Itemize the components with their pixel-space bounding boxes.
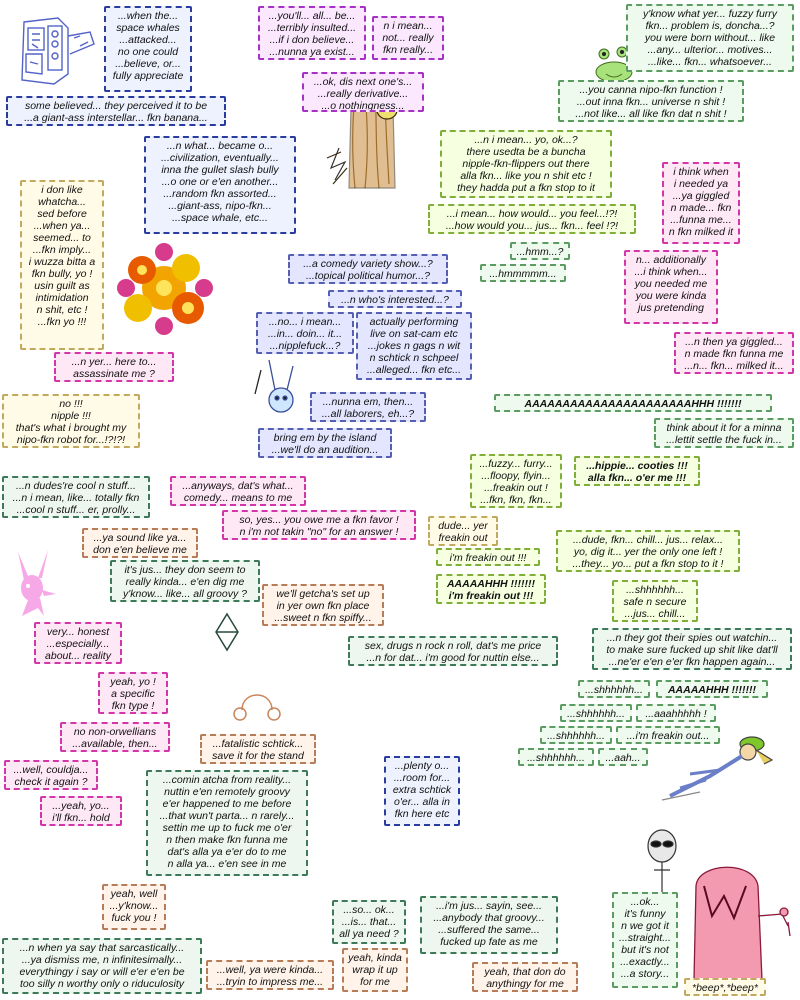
speech-bubble: ...plenty o... ...room for... extra schtick o'er... alla in fkn here etc bbox=[384, 756, 460, 826]
speech-bubble: ...hippie... cooties !!! alla fkn... o'er me !!! bbox=[574, 456, 700, 486]
speech-bubble: ...you canna nipo-fkn function ! ...out inna fkn... universe n shit ! ...not like... all like fkn dat n shit ! bbox=[558, 80, 744, 122]
speech-bubble: ...when the... space whales ...attacked... no one could ...believe, or... fully appreciate bbox=[104, 6, 192, 92]
speech-bubble: we'll getcha's set up in yer own fkn place ...sweet n fkn spiffy... bbox=[262, 584, 384, 626]
speech-bubble: no !!! nipple !!! that's what i brought my nipo-fkn robot for...!?!?! bbox=[2, 394, 140, 448]
speech-bubble: ...n yer... here to... assassinate me ? bbox=[54, 352, 174, 382]
grey-alien-drawing bbox=[640, 828, 684, 898]
speech-bubble: so, yes... you owe me a fkn favor ! n i'm not takin "no" for an answer ! bbox=[222, 510, 416, 540]
diamond-drawing bbox=[214, 612, 240, 652]
speech-bubble: ...n who's interested...? bbox=[328, 290, 462, 308]
speech-bubble: n i mean... not... really fkn really... bbox=[372, 16, 444, 60]
blue-creature-drawing bbox=[253, 350, 303, 416]
speech-bubble: ...n when ya say that sarcastically... ...ya dismiss me, n infinitesimally... everythingy i say or will e'er e'en be too silly n worthy only o riduculosity bbox=[2, 938, 202, 994]
speech-bubble: y'know what yer... fuzzy furry fkn... problem is, doncha...? you were born without... like ...any... ulterior... motives... ...like... fkn... whatsoever... bbox=[626, 4, 794, 72]
speech-bubble: some believed... they perceived it to be ...a giant-ass interstellar... fkn banana... bbox=[6, 96, 226, 126]
speech-bubble: ...hmm...? bbox=[510, 242, 570, 260]
speech-bubble: yeah, yo ! a specific fkn type ! bbox=[98, 672, 168, 714]
speech-bubble: bring em by the island ...we'll do an audition... bbox=[258, 428, 392, 458]
robot-drawing bbox=[18, 14, 100, 100]
speech-bubble: ...comin atcha from reality... nuttin e'en remotely groovy e'er happened to me before ...that wun't parta... n rarely... settin me up to fuck me o'er n then make fkn funna me dat's alla ya e'er do to me n alla ya... e'en see in me bbox=[146, 770, 308, 876]
speech-bubble: ...shhhhhh... bbox=[518, 748, 594, 766]
speech-bubble: ...shhhhhh... safe n secure ...jus... chill... bbox=[612, 580, 698, 622]
speech-bubble: n... additionally ...i think when... you needed me you were kinda jus pretending bbox=[624, 250, 718, 324]
speech-bubble: yeah, that don do anythingy for me bbox=[472, 962, 578, 992]
speech-bubble: ...aaahhhhh ! bbox=[636, 704, 716, 722]
speech-bubble: ...aah... bbox=[598, 748, 648, 766]
bunny-logo-drawing bbox=[8, 548, 58, 618]
speech-bubble: ...well, ya were kinda... ...tryin to impress me... bbox=[206, 960, 334, 990]
speech-bubble: ...n dudes're cool n stuff... ...n i mean, like... totally fkn ...cool n stuff... er, prolly... bbox=[2, 476, 150, 518]
speech-bubble: ...i mean... how would... you feel...!?! ...how would you... jus... fkn... feel !?! bbox=[428, 204, 636, 234]
speech-bubble: it's jus... they don seem to really kinda... e'en dig me y'know... like... all groovy ? bbox=[110, 560, 260, 602]
fractal-drawing bbox=[108, 240, 218, 336]
speech-bubble: sex, drugs n rock n roll, dat's me price ...n for dat... i'm good for nuttin else... bbox=[348, 636, 558, 666]
speech-bubble: ...shhhhhh... bbox=[560, 704, 632, 722]
speech-bubble: ...a comedy variety show...? ...topical political humor...? bbox=[288, 254, 448, 284]
speech-bubble: very... honest ...especially... about... reality bbox=[34, 622, 122, 664]
speech-bubble: i think when i needed ya ...ya giggled n made... fkn ...funna me... n fkn milked it bbox=[662, 162, 740, 244]
speech-bubble: ...nunna em, then... ...all laborers, eh...? bbox=[310, 392, 426, 422]
speech-bubble: ...n i mean... yo, ok...? there usedta be a buncha nipple-fkn-flippers out there alla fkn... like you n shit etc ! they hadda put a fkn stop to it bbox=[440, 130, 612, 198]
speech-bubble: i don like whatcha... sed before ...when ya... seemed... to ...fkn imply... i wuzza bitta a fkn bully, yo ! usin guilt as intimidation n shit, etc ! ...fkn yo !!! bbox=[20, 180, 104, 350]
speech-bubble: no non-orwellians ...available, then... bbox=[60, 722, 170, 752]
speech-bubble: ...n they got their spies out watchin... to make sure fucked up shit like dat'll ...ne'er e'en e'er fkn happen again... bbox=[592, 628, 792, 670]
speech-bubble: AAAAAHHH !!!!!!! i'm freakin out !!! bbox=[436, 574, 546, 604]
speech-bubble: ...well, couldja... check it again ? bbox=[4, 760, 98, 790]
speech-bubble: dude... yer freakin out bbox=[428, 516, 498, 546]
speech-bubble: *beep*,*beep* bbox=[684, 978, 766, 996]
speech-bubble: i'm freakin out !!! bbox=[436, 548, 540, 566]
speech-bubble: ...anyways, dat's what... comedy... means to me bbox=[170, 476, 306, 506]
speech-bubble: ...n then ya giggled... n made fkn funna me ...n... fkn... milked it... bbox=[674, 332, 794, 374]
speech-bubble: ...you'll... all... be... ...terribly insulted... ...if i don believe... ...nunna ya exist... bbox=[258, 6, 366, 60]
speech-bubble: ...i'm freakin out... bbox=[616, 726, 720, 744]
speech-bubble: actually performing live on sat-cam etc ...jokes n gags n wit n schtick n schpeel ...alleged... fkn etc... bbox=[356, 312, 472, 380]
speech-bubble: ...no... i mean... ...in... doin... it... ...nipplefuck...? bbox=[256, 312, 354, 354]
speech-bubble: AAAAAHHH !!!!!!! bbox=[656, 680, 768, 698]
speech-bubble: ...n what... became o... ...civilization, eventually... inna the gullet slash bully ...o one or e'en another... ...random fkn assorted... ...giant-ass, nipo-fkn... ...space whale, etc... bbox=[144, 136, 296, 234]
speech-bubble: ...dude, fkn... chill... jus... relax... yo, dig it... yer the only one left ! ...they... yo... put a fkn stop to it ! bbox=[556, 530, 740, 572]
speech-bubble: ...i'm jus... sayin, see... ...anybody that groovy... ...suffered the same... fucked up fate as me bbox=[420, 896, 558, 954]
speech-bubble: ...fuzzy... furry... ...floopy, flyin... ...freakin out ! ...fkn, fkn, fkn... bbox=[470, 454, 562, 508]
speech-bubble: ...ya sound like ya... don e'en believe me bbox=[82, 528, 198, 558]
speech-bubble: ...yeah, yo... i'll fkn... hold bbox=[40, 796, 122, 826]
speech-bubble: yeah, kinda wrap it up for me bbox=[342, 948, 408, 992]
speech-bubble: yeah, well ...y'know... fuck you ! bbox=[102, 884, 166, 930]
speech-bubble: think about it for a minna ...lettit settle the fuck in... bbox=[654, 418, 794, 448]
speech-bubble: ...shhhhhh... bbox=[578, 680, 650, 698]
headphones-drawing bbox=[230, 688, 284, 724]
speech-bubble: ...so... ok... ...is... that... all ya need ? bbox=[332, 900, 406, 944]
speech-bubble: ...ok... it's funny n we got it ...straight... but it's not ...exactly... ...a story... bbox=[612, 892, 678, 988]
speech-bubble: AAAAAAAAAAAAAAAAAAAAAAHHH !!!!!!! bbox=[494, 394, 772, 412]
speech-bubble: ...hmmmmm... bbox=[480, 264, 566, 282]
speech-bubble: ...fatalistic schtick... save it for the stand bbox=[200, 734, 316, 764]
speech-bubble: ...ok, dis next one's... ...really derivative... ...o nothingness... bbox=[302, 72, 424, 112]
pink-robot-drawing bbox=[684, 856, 792, 982]
speech-bubble: ...shhhhhh... bbox=[540, 726, 612, 744]
